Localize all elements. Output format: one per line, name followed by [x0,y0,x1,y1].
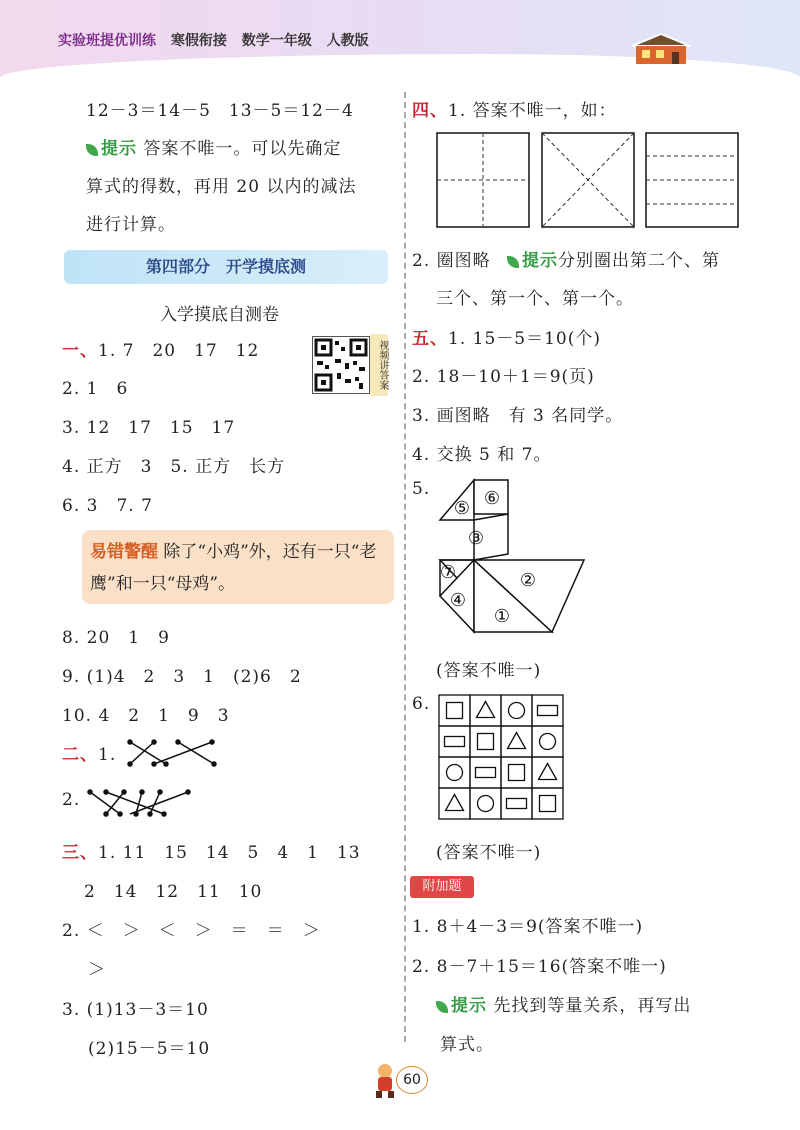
section-5-q4: 4. 交换 5 和 7。 [412,445,552,465]
section-1-q3: 3. 12 17 15 17 [62,418,236,438]
section-1-q4: 4. 正方 3 5. 正方 长方 [62,457,286,477]
grid-cell [501,726,532,757]
section-3-q2-cont: ＞ [88,960,106,980]
grid-cell [470,788,501,819]
matching-lines-1 [124,736,224,770]
grid-cell [439,757,470,788]
grid-cell [532,757,563,788]
circle-shape [478,796,494,812]
rectangle-shape [507,799,527,809]
series-title [58,30,379,50]
tip-line [86,134,341,159]
section-1-q10: 10. 4 2 1 9 3 [62,706,230,726]
section-5-q6: 6. [412,694,431,714]
tip-text: 答案不唯一。可以先确定 [143,139,342,159]
tangram-label: ① [493,606,511,627]
matching-lines-2 [84,786,194,820]
section-number: 四、 [412,101,448,121]
leaf-icon [86,144,98,156]
leaf-icon [507,256,519,268]
section-4-q2 [412,246,720,271]
tip-text: 算式。 [440,1035,494,1055]
section-3-q3: 3. (1)13－3＝10 [62,1000,209,1020]
version: 人教版 [326,33,369,49]
bonus-q2: 2. 8－7＋15＝16(答案不唯一) [412,957,667,977]
qr-code [312,336,370,394]
section-1-q2: 2. 1 6 [62,379,129,399]
grid-cell [501,695,532,726]
grid-cell [470,726,501,757]
triangle-shape [508,733,526,749]
tangram-label: ⑤ [453,498,471,519]
answer-line: 12－3＝14－5 13－5＝12－4 [86,101,354,121]
answer-text: 1. 11 15 14 5 4 1 13 [98,843,361,863]
section-3-q2: 2. ＜ ＞ ＜ ＞ ＝ ＝ ＞ [62,921,321,941]
triangle-shape [446,795,464,811]
triangle-shape [539,764,557,780]
section-2-q1 [62,740,116,765]
triangle-shape [477,702,495,718]
section-3-q3-cont: (2)15－5＝10 [88,1039,211,1059]
part-title: 第四部分 开学摸底测 [64,250,388,284]
rectangle-shape [476,768,496,778]
paper-title: 入学摸底自测卷 [160,305,279,325]
section-number: 五、 [412,329,448,349]
tip-text: 三个、第一个、第一个。 [436,289,634,309]
warning-label: 易错警醒 [90,542,158,562]
square-shape [540,796,556,812]
tangram-bird [434,474,594,644]
circle-shape [447,765,463,781]
grid-cell [532,695,563,726]
answer-text: 1. [98,745,117,765]
tangram-label: ② [519,570,537,591]
square-division-diagrams [434,130,744,230]
note: (答案不唯一) [436,843,542,863]
grid-cell [532,726,563,757]
section-2-q2: 2. [62,790,81,810]
section-4-q1 [412,96,617,121]
bonus-q1: 1. 8＋4－3＝9(答案不唯一) [412,917,644,937]
section-1-q1 [62,336,259,361]
square-shape [447,703,463,719]
page-header [0,0,800,78]
grid-cell [439,695,470,726]
square-shape [478,734,494,750]
section-1-q6: 6. 3 7. 7 [62,496,153,516]
grid-cell [439,788,470,819]
tip-label: 提示 [101,139,137,159]
circle-shape [540,734,556,750]
grid-cell [439,726,470,757]
rectangle-shape [445,737,465,747]
section-3-q1 [62,838,361,863]
tip-text: 先找到等量关系，再写出 [493,996,692,1016]
tip-label: 提示 [522,251,559,271]
rectangle-shape [538,706,558,716]
warning-content [90,536,386,600]
answer-text: 1. 7 20 17 12 [98,341,260,361]
section-5-q5: 5. [412,479,431,499]
qr-label: 视频讲答案 [370,334,388,396]
section-number: 三、 [62,843,98,863]
series-name: 实验班提优训练 [58,33,156,49]
warning-text: 除了“小鸡”外，还有一只“老鹰”和一只“母鸡”。 [90,542,377,594]
section-3-q1-cont: 2 14 12 11 10 [84,882,263,902]
grid-cell [501,757,532,788]
tangram-label: ⑦ [439,562,457,583]
section-1-q9: 9. (1)4 2 3 1 (2)6 2 [62,667,302,687]
square-shape [509,765,525,781]
answer-text: 1. 15－5＝10(个) [448,329,601,349]
section-1-q8: 8. 20 1 9 [62,628,170,648]
section-number: 一、 [62,341,98,361]
subject: 数学一年级 [241,33,312,49]
grid-cell [501,788,532,819]
section-number: 二、 [62,745,98,765]
bonus-tag: 附加题 [410,876,474,898]
tip-text: 进行计算。 [86,215,176,235]
warning-box [82,530,394,604]
tip-text: 分别圈出第二个、第 [558,251,721,271]
tangram-label: ③ [467,528,485,549]
grid-cell [470,695,501,726]
page-number: 60 [396,1066,428,1094]
edition: 寒假衔接 [170,33,227,49]
leaf-icon [436,1001,448,1013]
note: (答案不唯一) [436,661,542,681]
tip-line [436,991,691,1016]
shape-grid [436,692,566,822]
tip-label: 提示 [451,996,487,1016]
answer-text: 2. 圈图略 [412,251,491,271]
section-5-q3: 3. 画图略 有 3 名同学。 [412,406,624,426]
answer-text: 1. 答案不唯一，如： [448,101,617,121]
column-divider [404,92,406,1042]
circle-shape [509,703,525,719]
house-icon [626,32,696,66]
grid-cell [532,788,563,819]
tangram-label: ⑥ [483,488,501,509]
section-5-q1 [412,324,601,349]
grid-cell [470,757,501,788]
section-5-q2: 2. 18－10＋1＝9(页) [412,367,595,387]
tip-text: 算式的得数，再用 20 以内的减法 [86,177,357,197]
tangram-label: ④ [449,590,467,611]
